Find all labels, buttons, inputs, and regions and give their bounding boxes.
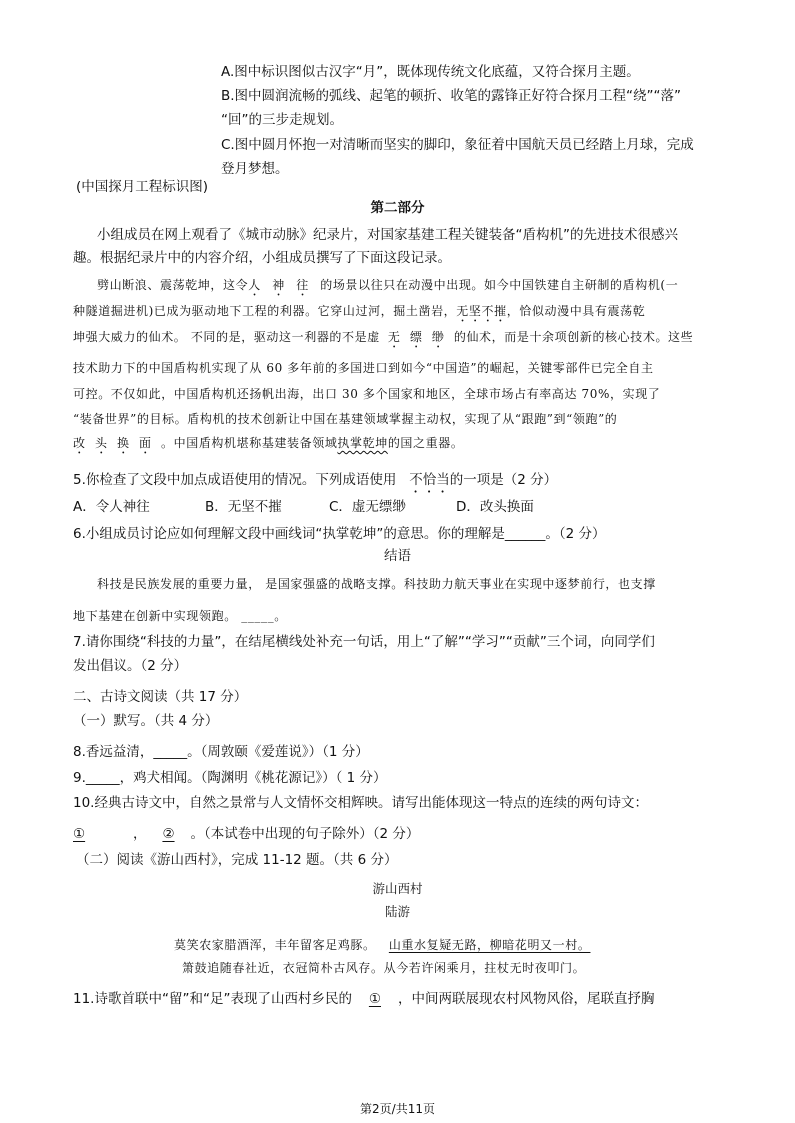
q10-text: 。（本试卷中出现的句子除外）（2 分） (190, 826, 420, 842)
record-text: 的国之重器。 (387, 436, 464, 450)
dotted-idiom: 改头换面 (73, 436, 162, 450)
section2-sub2: （二）阅读《游山西村》，完成 11-12 题。（共 6 分） (76, 852, 398, 868)
option-c-line2: 登月梦想。 (221, 161, 289, 177)
part2-intro-line1: 小组成员在网上观看了《城市动脉》纪录片，对国家基建工程关键装备“盾构机”的先进技术很感兴 (97, 227, 678, 243)
q5-option-a: A．令人神往 (73, 499, 150, 515)
page-footer: 第2页/共11页 (360, 1102, 435, 1116)
record-line3 (73, 327, 693, 351)
q11-text: 11.诗歌首联中“留”和“足”表现了山西村乡民的 (73, 991, 352, 1007)
q5-text: 5.你检查了文段中加点成语使用的情况。下列成语使用 (73, 472, 397, 488)
conclusion-line2: 地下基建在创新中实现领跑。 _____。 (73, 609, 287, 623)
poem-line2: 箫鼓追随春社近，衣冠简朴古风存。从今若许闲乘月，拄杖无时夜叩门。 (182, 961, 586, 975)
q5-text: 的一项是（2 分） (449, 472, 558, 488)
section2-sub1: （一）默写。（共 4 分） (73, 713, 219, 729)
record-line6: “装备世界”的目标。盾构机的技术创新让中国在基建领域掌握主动权，实现了从“跟跑”到“领跑”的 (73, 412, 618, 426)
question-10-line2: ① ， ② 。（本试卷中出现的句子除外）（2 分） (73, 826, 420, 842)
question-11 (73, 989, 654, 1009)
underlined-phrase: 执掌乾坤 (337, 436, 388, 450)
record-line1 (97, 275, 678, 299)
record-text: 的仙术，而是十余项创新的核心技术。这些 (453, 330, 694, 344)
question-8: 8.香远益清，_____。（周敦颐《爱莲说》）（1 分） (73, 744, 369, 760)
record-line7 (73, 433, 463, 457)
dotted-idiom: 无坚不摧 (456, 304, 507, 318)
part2-heading: 第二部分 (370, 200, 425, 216)
conclusion-heading: 结语 (384, 548, 411, 564)
q5-option-b: B．无坚不摧 (205, 499, 282, 515)
figure-caption: (中国探月工程标识图) (76, 179, 209, 195)
record-line5: 可控。不仅如此，中国盾构机还扬帆出海，出口 30 多个国家和地区，全球市场占有率高达 70%，实现了 (73, 387, 661, 401)
option-b-line1: B.图中圆润流畅的弧线、起笔的顿折、收笔的露锋正好符合探月工程“绕”“落” (221, 88, 682, 104)
record-text: ，恰似动漫中具有震荡乾 (506, 304, 646, 318)
record-text: 劈山断浪、震荡乾坤，这令 (97, 278, 249, 292)
record-line2 (73, 301, 645, 325)
q5-option-c: C．虚无缥缈 (329, 499, 406, 515)
q11-text: ，中间两联展现农村风物风俗，尾联直抒胸 (397, 991, 655, 1007)
question-6: 6.小组成员讨论应如何理解文段中画线词“执掌乾坤”的意思。你的理解是______。（2 分） (73, 526, 606, 542)
poem-author: 陆游 (384, 904, 410, 919)
record-text: 坤强大威力的仙术。 不同的是，驱动这一利器的不是虚 (73, 330, 380, 344)
record-text: 种隧道掘进机)已成为驱动地下工程的利器。它穿山过河，掘土凿岩， (73, 304, 457, 318)
record-text: 的场景以往只在动漫中出现。如今中国铁建自主研制的盾构机(一 (320, 278, 679, 292)
question-10-line1: 10.经典古诗文中，自然之景常与人文情怀交相辉映。请写出能体现这一特点的连续的两句诗文： (73, 795, 648, 811)
record-text: 。中国盾构机堪称基建装备领域 (161, 436, 338, 450)
q10-blank-1: ① (73, 826, 86, 842)
poem-underlined-couplet: 山重水复疑无路，柳暗花明又一村。 (388, 938, 591, 952)
q5-option-d: D．改头换面 (456, 499, 534, 515)
question-7-line2: 发出倡议。（2 分） (73, 658, 188, 674)
q11-blank: ① (368, 991, 381, 1007)
dotted-idiom: 无缥缈 (387, 330, 454, 344)
q10-blank-2: ② (162, 826, 175, 842)
option-b-line2: “回”的三步走规划。 (221, 112, 343, 128)
q5-dotted-word: 不恰当 (409, 472, 450, 488)
option-a: A.图中标识图似古汉字“月”，既体现传统文化底蕴，又符合探月主题。 (221, 64, 640, 80)
conclusion-line1: 科技是民族发展的重要力量， 是国家强盛的战略支撑。科技助力航天事业在实现中逐梦前行，也支撑 (97, 577, 656, 591)
dotted-idiom: 人神往 (248, 278, 321, 292)
question-5-stem (73, 470, 557, 496)
part2-intro-line2: 趣。根据纪录片中的内容介绍，小组成员撰写了下面这段记录。 (73, 250, 451, 266)
poem-line1 (174, 935, 590, 955)
section2-title: 二、古诗文阅读（共 17 分） (73, 689, 248, 705)
poem-text: 莫笑农家腊酒浑，丰年留客足鸡豚。 (174, 938, 376, 952)
poem-title: 游山西村 (372, 881, 423, 896)
record-line4: 技术助力下的中国盾构机实现了从 60 多年前的多国进口到如今“中国造”的崛起，关键零部件已完全自主 (73, 361, 654, 375)
question-9: 9._____，鸡犬相闻。（陶渊明《桃花源记》）（ 1 分） (73, 770, 387, 786)
option-c-line1: C.图中圆月怀抱一对清晰而坚实的脚印，象征着中国航天员已经踏上月球，完成 (221, 137, 694, 153)
question-7-line1: 7.请你围绕“科技的力量”，在结尾横线处补充一句话，用上“了解”“学习”“贡献”三个词，向同学们 (73, 634, 655, 650)
